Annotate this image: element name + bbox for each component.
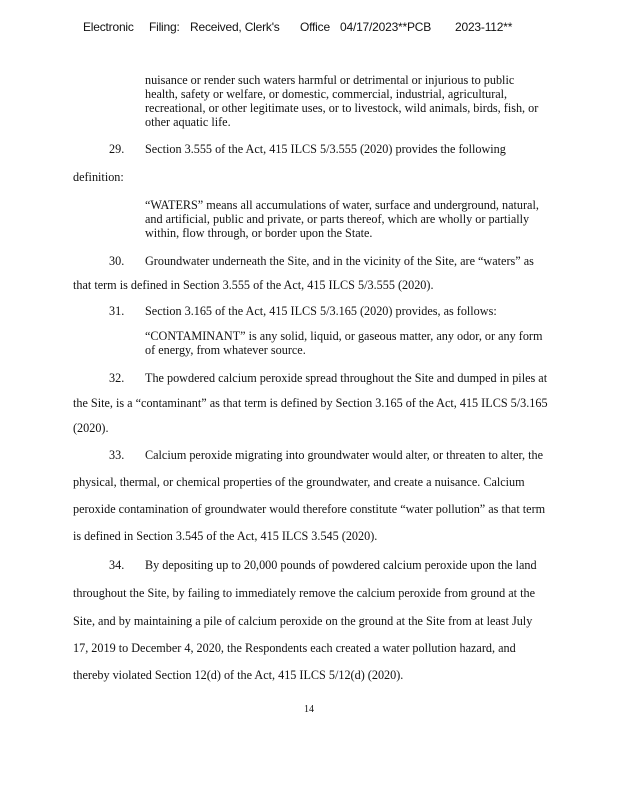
paragraph-number-29: 29. [109, 142, 125, 156]
text-line: Section 3.165 of the Act, 415 ILCS 5/3.165 (2020) provides, as follows: [145, 304, 497, 318]
header-electronic: Electronic [83, 20, 134, 34]
header-filing: Filing: [149, 20, 180, 34]
page-number: 14 [304, 704, 314, 715]
quote-line: within, flow through, or border upon the State. [145, 226, 373, 240]
text-line: definition: [73, 170, 124, 184]
quote-line: “WATERS” means all accumulations of water, surface and underground, natural, [145, 198, 539, 212]
text-line: thereby violated Section 12(d) of the Act, 415 ILCS 5/12(d) (2020). [73, 668, 404, 682]
paragraph-number-30: 30. [109, 254, 125, 268]
header-office: Office [300, 20, 330, 34]
filing-stamp-header [0, 20, 618, 36]
header-received: Received, Clerk's [190, 20, 280, 34]
header-case: 2023-112** [455, 20, 513, 34]
quote-line: “CONTAMINANT” is any solid, liquid, or gaseous matter, any odor, or any form [145, 329, 543, 343]
text-line: By depositing up to 20,000 pounds of powdered calcium peroxide upon the land [145, 558, 537, 572]
text-line: the Site, is a “contaminant” as that term is defined by Section 3.165 of the Act, 415 ILCS 5/3.165 [73, 396, 548, 410]
paragraph-number-34: 34. [109, 558, 125, 572]
text-line: (2020). [73, 421, 109, 435]
text-line: The powdered calcium peroxide spread throughout the Site and dumped in piles at [145, 371, 548, 385]
paragraph-number-32: 32. [109, 371, 125, 385]
text-line: 17, 2019 to December 4, 2020, the Respondents each created a water pollution hazard, and [73, 641, 516, 655]
text-line: Calcium peroxide migrating into groundwater would alter, or threaten to alter, the [145, 448, 544, 462]
quote-line: and artificial, public and private, or parts thereof, which are wholly or partially [145, 212, 530, 226]
text-line: Groundwater underneath the Site, and in the vicinity of the Site, are “waters” as [145, 254, 534, 268]
text-line: other aquatic life. [145, 115, 231, 129]
paragraph-number-33: 33. [109, 448, 125, 462]
quote-line: of energy, from whatever source. [145, 343, 306, 357]
text-line: Section 3.555 of the Act, 415 ILCS 5/3.555 (2020) provides the following [145, 142, 506, 156]
text-line: that term is defined in Section 3.555 of the Act, 415 ILCS 5/3.555 (2020). [73, 278, 434, 292]
text-line: is defined in Section 3.545 of the Act, 415 ILCS 3.545 (2020). [73, 529, 378, 543]
text-line: health, safety or welfare, or domestic, commercial, industrial, agricultural, [145, 87, 508, 101]
text-line: recreational, or other legitimate uses, or to livestock, wild animals, birds, fish, or [145, 101, 539, 115]
text-line: nuisance or render such waters harmful or detrimental or injurious to public [145, 73, 515, 87]
header-date: 04/17/2023**PCB [340, 20, 432, 34]
text-line: physical, thermal, or chemical properties of the groundwater, and create a nuisance. Calcium [73, 475, 525, 489]
text-line: throughout the Site, by failing to immediately remove the calcium peroxide from ground at the [73, 586, 535, 600]
paragraph-number-31: 31. [109, 304, 125, 318]
text-line: Site, and by maintaining a pile of calcium peroxide on the ground at the Site from at least July [73, 614, 533, 628]
text-line: peroxide contamination of groundwater would therefore constitute “water pollution” as that term [73, 502, 546, 516]
